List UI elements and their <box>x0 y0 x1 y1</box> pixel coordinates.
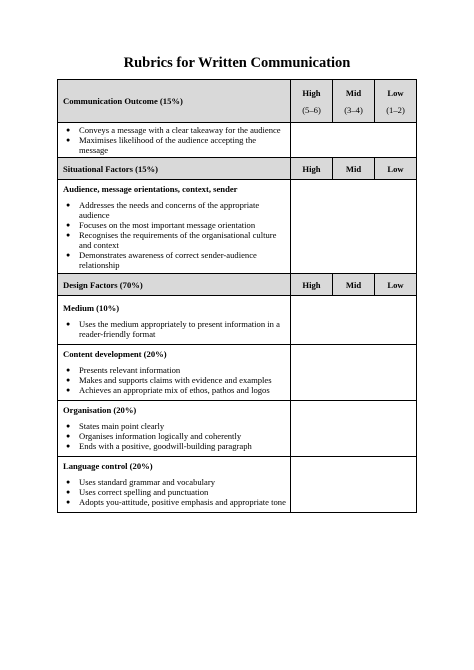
table-row <box>58 401 417 457</box>
table-row <box>58 345 417 401</box>
grade-label: Mid <box>345 87 362 98</box>
criteria-list <box>63 200 286 270</box>
page-title: Rubrics for Written Communication <box>123 55 351 71</box>
list-item: ● Ends with a positive, goodwill-building paragraph <box>63 441 286 451</box>
grade-high-header: High <box>291 274 333 296</box>
criteria-cell <box>58 401 291 457</box>
score-cell <box>291 123 417 158</box>
list-item: ● Uses the medium appropriately to present information in a reader-friendly format <box>63 319 286 339</box>
table-row <box>58 274 417 296</box>
list-item: ● Adopts you-attitude, positive emphasis and appropriate tone <box>63 497 286 507</box>
criteria-cell <box>58 345 291 401</box>
list-item: ● Recognises the requirements of the organisational culture and context <box>63 230 286 250</box>
list-item: ● Achieves an appropriate mix of ethos, pathos and logos <box>63 385 286 395</box>
table-row <box>58 123 417 158</box>
criteria-heading: Medium (10%) <box>63 303 120 313</box>
criteria-heading: Content development (20%) <box>63 349 167 359</box>
criteria-list <box>63 421 286 451</box>
list-item: ● Focuses on the most important message orientation <box>63 220 286 230</box>
criteria-heading: Organisation (20%) <box>63 405 137 415</box>
grade-range: (1–2) <box>386 104 405 115</box>
criteria-heading: Language control (20%) <box>63 461 153 471</box>
grade-high-header: High <box>291 158 333 180</box>
criteria-list <box>63 365 286 395</box>
score-cell <box>291 296 417 345</box>
list-item: ● Makes and supports claims with evidence and examples <box>63 375 286 385</box>
criteria-list <box>63 477 286 507</box>
grade-mid-header: Mid <box>333 274 375 296</box>
grade-label: High <box>302 87 321 98</box>
list-item: ● Uses standard grammar and vocabulary <box>63 477 286 487</box>
criteria-cell <box>58 296 291 345</box>
score-cell <box>291 457 417 513</box>
list-item: ● Organises information logically and coherently <box>63 431 286 441</box>
score-cell <box>291 180 417 274</box>
table-row <box>58 180 417 274</box>
list-item: ● Uses correct spelling and punctuation <box>63 487 286 497</box>
section-header-design: Design Factors (70%) <box>58 274 291 296</box>
score-cell <box>291 401 417 457</box>
criteria-list <box>63 319 286 339</box>
grade-label: Low <box>387 87 404 98</box>
criteria-cell <box>58 457 291 513</box>
list-item: ● Demonstrates awareness of correct sender-audience relationship <box>63 250 286 270</box>
list-item: ● Presents relevant information <box>63 365 286 375</box>
section-header-communication: Communication Outcome (15%) <box>58 80 291 123</box>
score-cell <box>291 345 417 401</box>
criteria-cell <box>58 123 291 158</box>
criteria-heading: Audience, message orientations, context, sender <box>63 184 238 194</box>
criteria-cell <box>58 180 291 274</box>
table-row <box>58 296 417 345</box>
grade-low-header <box>375 80 417 123</box>
rubric-table <box>57 79 417 513</box>
table-row <box>58 457 417 513</box>
grade-low-header: Low <box>375 158 417 180</box>
list-item: ● Maximises likelihood of the audience accepting the message <box>63 135 286 155</box>
grade-high-header <box>291 80 333 123</box>
section-header-situational: Situational Factors (15%) <box>58 158 291 180</box>
list-item: ● States main point clearly <box>63 421 286 431</box>
grade-range: (3–4) <box>344 104 363 115</box>
grade-mid-header: Mid <box>333 158 375 180</box>
criteria-list <box>63 125 286 155</box>
grade-mid-header <box>333 80 375 123</box>
table-row <box>58 80 417 123</box>
list-item: ● Conveys a message with a clear takeaway for the audience <box>63 125 286 135</box>
grade-low-header: Low <box>375 274 417 296</box>
table-row <box>58 158 417 180</box>
grade-range: (5–6) <box>302 104 321 115</box>
list-item: ● Addresses the needs and concerns of the appropriate audience <box>63 200 286 220</box>
